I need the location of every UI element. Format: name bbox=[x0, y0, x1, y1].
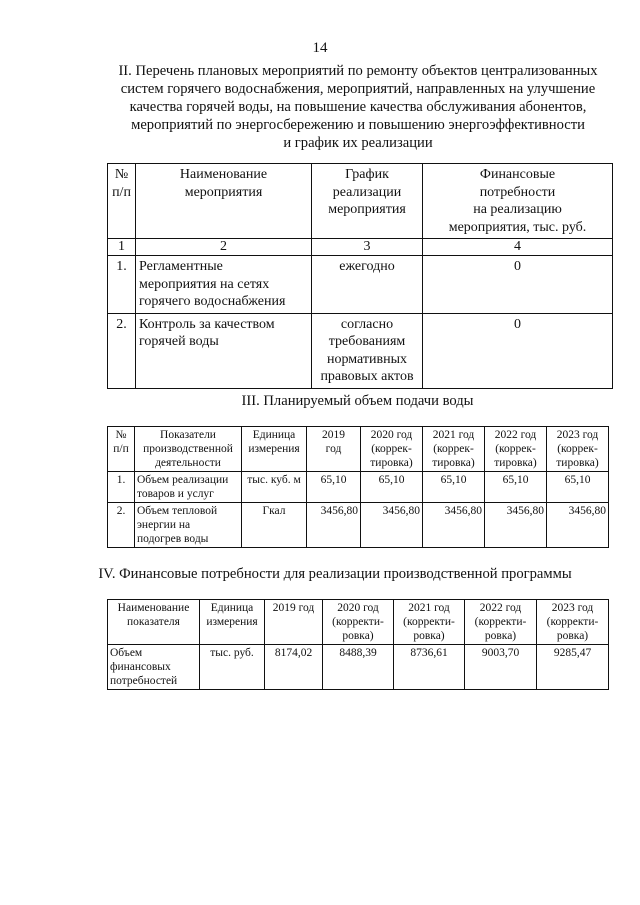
row-value: 65,10 bbox=[423, 472, 485, 503]
row-name: Контроль за качеством горячей воды bbox=[136, 313, 312, 388]
header-2019: 2019 год bbox=[307, 427, 361, 472]
section2-title-line: систем горячего водоснабжения, мероприятий, направленных на улучшение bbox=[120, 81, 596, 97]
row-num: 2. bbox=[108, 313, 136, 388]
section2-title-line: качества горячей воды, на повышение качества обслуживания абонентов, bbox=[129, 99, 587, 115]
header-2019: 2019 год bbox=[265, 600, 323, 645]
measures-table bbox=[107, 163, 613, 389]
row-name: Объем финансовых потребностей bbox=[108, 645, 200, 690]
row-num: 2. bbox=[108, 503, 135, 548]
row-value: 65,10 bbox=[307, 472, 361, 503]
header-2023: 2023 год (коррек- тировка) bbox=[547, 427, 609, 472]
table-row bbox=[108, 256, 613, 314]
header-name: Наименование показателя bbox=[108, 600, 200, 645]
header-num: № п/п bbox=[108, 164, 136, 239]
row-num: 1. bbox=[108, 472, 135, 503]
section4-title: IV. Финансовые потребности для реализации производственной программы bbox=[98, 566, 572, 582]
header-2020: 2020 год (коррек- тировка) bbox=[361, 427, 423, 472]
row-schedule: ежегодно bbox=[312, 256, 423, 314]
section2-title bbox=[100, 62, 616, 152]
header-2020: 2020 год (корректи- ровка) bbox=[323, 600, 394, 645]
header-num: № п/п bbox=[108, 427, 135, 472]
row-value: 8174,02 bbox=[265, 645, 323, 690]
header-unit: Единица измерения bbox=[242, 427, 307, 472]
row-value: 65,10 bbox=[361, 472, 423, 503]
row-schedule: согласно требованиям нормативных правовых актов bbox=[312, 313, 423, 388]
header-finance: Финансовые потребности на реализацию мероприятия, тыс. руб. bbox=[423, 164, 613, 239]
column-number: 4 bbox=[423, 239, 613, 256]
table-row bbox=[108, 313, 613, 388]
row-value: 3456,80 bbox=[485, 503, 547, 548]
row-num: 1. bbox=[108, 256, 136, 314]
row-value: 65,10 bbox=[547, 472, 609, 503]
header-2022: 2022 год (коррек- тировка) bbox=[485, 427, 547, 472]
water-supply-table bbox=[107, 426, 609, 548]
row-value: 8488,39 bbox=[323, 645, 394, 690]
header-schedule: График реализации мероприятия bbox=[312, 164, 423, 239]
page-number: 14 bbox=[312, 40, 328, 56]
table-row bbox=[108, 503, 609, 548]
section2-title-line: и график их реализации bbox=[283, 135, 433, 151]
row-value: 65,10 bbox=[485, 472, 547, 503]
column-number: 3 bbox=[312, 239, 423, 256]
row-unit: тыс. куб. м bbox=[242, 472, 307, 503]
table-header-row bbox=[108, 600, 609, 645]
row-value: 3456,80 bbox=[423, 503, 485, 548]
table-header-row bbox=[108, 427, 609, 472]
header-name: Наименование мероприятия bbox=[136, 164, 312, 239]
row-unit: тыс. руб. bbox=[200, 645, 265, 690]
row-unit: Гкал bbox=[242, 503, 307, 548]
header-indicators: Показатели производственной деятельности bbox=[135, 427, 242, 472]
header-unit: Единица измерения bbox=[200, 600, 265, 645]
row-finance: 0 bbox=[423, 313, 613, 388]
row-value: 3456,80 bbox=[307, 503, 361, 548]
row-value: 9285,47 bbox=[537, 645, 609, 690]
header-2021: 2021 год (корректи- ровка) bbox=[394, 600, 465, 645]
column-number-row bbox=[108, 239, 613, 256]
section2-title-line: II. Перечень плановых мероприятий по ремонту объектов централизованных bbox=[118, 63, 598, 79]
row-value: 3456,80 bbox=[547, 503, 609, 548]
column-number: 2 bbox=[136, 239, 312, 256]
row-value: 9003,70 bbox=[465, 645, 537, 690]
column-number: 1 bbox=[108, 239, 136, 256]
header-2021: 2021 год (коррек- тировка) bbox=[423, 427, 485, 472]
row-name: Регламентные мероприятия на сетях горячего водоснабжения bbox=[136, 256, 312, 314]
row-finance: 0 bbox=[423, 256, 613, 314]
table-header-row bbox=[108, 164, 613, 239]
header-2022: 2022 год (корректи- ровка) bbox=[465, 600, 537, 645]
section2-title-line: мероприятий по энергосбережению и повышению энергоэффективности bbox=[131, 117, 585, 133]
table-row bbox=[108, 472, 609, 503]
table-row bbox=[108, 645, 609, 690]
section3-title: III. Планируемый объем подачи воды bbox=[241, 393, 474, 409]
financial-needs-table bbox=[107, 599, 609, 690]
row-value: 3456,80 bbox=[361, 503, 423, 548]
row-value: 8736,61 bbox=[394, 645, 465, 690]
row-name: Объем реализации товаров и услуг bbox=[135, 472, 242, 503]
row-name: Объем тепловой энергии на подогрев воды bbox=[135, 503, 242, 548]
header-2023: 2023 год (корректи- ровка) bbox=[537, 600, 609, 645]
